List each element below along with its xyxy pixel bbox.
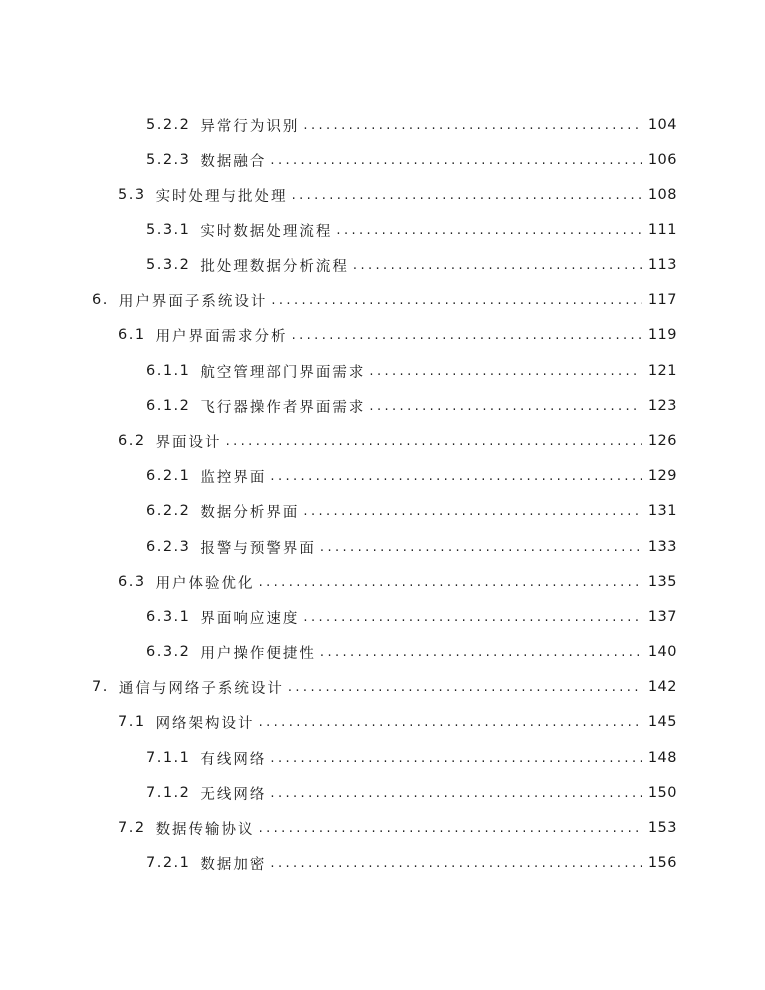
toc-entry-title: 界面设计 — [155, 434, 222, 451]
toc-entry-number: 6.1 — [118, 327, 146, 343]
toc-entry-title: 用户界面子系统设计 — [118, 293, 268, 310]
toc-entry[interactable] — [146, 640, 677, 664]
toc-dot-leader — [270, 469, 641, 484]
toc-entry[interactable] — [118, 323, 677, 347]
toc-entry-number: 6.2.1 — [146, 468, 191, 484]
toc-entry[interactable] — [146, 499, 677, 523]
toc-dot-leader — [303, 610, 641, 625]
toc-entry-title: 实时数据处理流程 — [200, 223, 333, 240]
toc-entry[interactable] — [146, 253, 677, 277]
toc-entry[interactable] — [146, 781, 677, 805]
toc-entry-title: 界面响应速度 — [200, 610, 300, 627]
toc-entry[interactable] — [146, 535, 677, 559]
toc-entry[interactable] — [146, 113, 677, 137]
toc-entry-number: 5.3 — [118, 187, 146, 203]
toc-dot-leader — [226, 434, 642, 449]
toc-entry-page: 135 — [647, 574, 677, 590]
toc-entry-number: 5.2.3 — [146, 152, 191, 168]
toc-dot-leader — [271, 293, 641, 308]
toc-entry[interactable] — [118, 710, 677, 734]
toc-dot-leader — [270, 856, 641, 871]
toc-dot-leader — [353, 258, 642, 273]
toc-entry-number: 6.2.3 — [146, 539, 191, 555]
toc-entry[interactable] — [146, 359, 677, 383]
toc-dot-leader — [288, 680, 642, 695]
toc-entry-page: 119 — [647, 327, 677, 343]
toc-entry-number: 5.2.2 — [146, 117, 191, 133]
toc-entry[interactable] — [146, 394, 677, 418]
toc-entry-title: 报警与预警界面 — [200, 540, 316, 557]
toc-entry-number: 5.3.1 — [146, 222, 191, 238]
toc-entry-page: 133 — [647, 539, 677, 555]
toc-entry-page: 104 — [647, 117, 677, 133]
toc-entry-title: 数据融合 — [200, 153, 267, 170]
toc-dot-leader — [270, 786, 641, 801]
toc-entry-number: 7. — [92, 679, 109, 695]
toc-entry-number: 7.1.2 — [146, 785, 191, 801]
toc-entry-number: 6.2 — [118, 433, 146, 449]
toc-entry-page: 123 — [647, 398, 677, 414]
toc-entry-page: 145 — [647, 714, 677, 730]
toc-entry-title: 数据传输协议 — [155, 821, 255, 838]
toc-dot-leader — [259, 575, 642, 590]
toc-entry-title: 实时处理与批处理 — [155, 188, 288, 205]
toc-entry-number: 6.1.1 — [146, 363, 191, 379]
toc-entry-number: 6.3 — [118, 574, 146, 590]
toc-entry-number: 6. — [92, 292, 109, 308]
toc-entry-number: 6.3.2 — [146, 644, 191, 660]
toc-entry[interactable] — [118, 816, 677, 840]
toc-dot-leader — [320, 540, 642, 555]
toc-entry[interactable] — [92, 675, 677, 699]
toc-entry-title: 数据加密 — [200, 856, 267, 873]
toc-entry-title: 有线网络 — [200, 751, 267, 768]
toc-entry[interactable] — [146, 464, 677, 488]
toc-entry-title: 网络架构设计 — [155, 715, 255, 732]
toc-entry-title: 用户体验优化 — [155, 575, 255, 592]
toc-entry-title: 批处理数据分析流程 — [200, 258, 349, 275]
toc-entry-number: 6.3.1 — [146, 609, 191, 625]
toc-entry[interactable] — [118, 429, 677, 453]
toc-entry-title: 用户操作便捷性 — [200, 645, 316, 662]
toc-entry-number: 6.2.2 — [146, 503, 191, 519]
toc-entry[interactable] — [146, 851, 677, 875]
toc-entry-page: 106 — [647, 152, 677, 168]
toc-entry-page: 131 — [647, 503, 677, 519]
toc-entry[interactable] — [146, 218, 677, 242]
toc-dot-leader — [320, 645, 642, 660]
toc-entry-page: 148 — [647, 750, 677, 766]
toc-entry-page: 140 — [647, 644, 677, 660]
toc-entry-title: 监控界面 — [200, 469, 267, 486]
toc-dot-leader — [292, 188, 642, 203]
toc-dot-leader — [270, 751, 641, 766]
toc-entry-number: 7.1.1 — [146, 750, 191, 766]
toc-entry-title: 数据分析界面 — [200, 504, 300, 521]
toc-entry-page: 117 — [647, 292, 677, 308]
toc-entry-number: 7.2 — [118, 820, 146, 836]
toc-dot-leader — [270, 153, 641, 168]
toc-entry-title: 通信与网络子系统设计 — [118, 680, 284, 697]
toc-entry-page: 126 — [647, 433, 677, 449]
toc-dot-leader — [259, 821, 642, 836]
toc-entry-number: 5.3.2 — [146, 257, 191, 273]
toc-entry-title: 异常行为识别 — [200, 118, 300, 135]
toc-dot-leader — [292, 328, 642, 343]
toc-entry-title: 用户界面需求分析 — [155, 328, 288, 345]
toc-entry[interactable] — [146, 148, 677, 172]
toc-dot-leader — [259, 715, 642, 730]
toc-entry[interactable] — [118, 183, 677, 207]
toc-dot-leader — [303, 504, 641, 519]
toc-entry-number: 6.1.2 — [146, 398, 191, 414]
toc-entry[interactable] — [146, 605, 677, 629]
toc-entry[interactable] — [146, 746, 677, 770]
toc-dot-leader — [336, 223, 641, 238]
toc-entry-number: 7.2.1 — [146, 855, 191, 871]
toc-entry-page: 156 — [647, 855, 677, 871]
toc-entry-page: 150 — [647, 785, 677, 801]
toc-entry-page: 142 — [647, 679, 677, 695]
toc-entry-page: 153 — [647, 820, 677, 836]
toc-entry-page: 113 — [647, 257, 677, 273]
toc-entry-number: 7.1 — [118, 714, 146, 730]
toc-entry[interactable] — [92, 288, 677, 312]
toc-entry-page: 137 — [647, 609, 677, 625]
toc-entry[interactable] — [118, 570, 677, 594]
toc-dot-leader — [369, 364, 641, 379]
toc-entry-title: 航空管理部门界面需求 — [200, 364, 366, 381]
toc-entry-page: 129 — [647, 468, 677, 484]
toc-dot-leader — [303, 118, 641, 133]
toc-entry-title: 无线网络 — [200, 786, 267, 803]
toc-entry-page: 111 — [647, 222, 677, 238]
toc-entry-title: 飞行器操作者界面需求 — [200, 399, 366, 416]
toc-entry-page: 108 — [647, 187, 677, 203]
toc-entry-page: 121 — [647, 363, 677, 379]
toc-dot-leader — [369, 399, 641, 414]
